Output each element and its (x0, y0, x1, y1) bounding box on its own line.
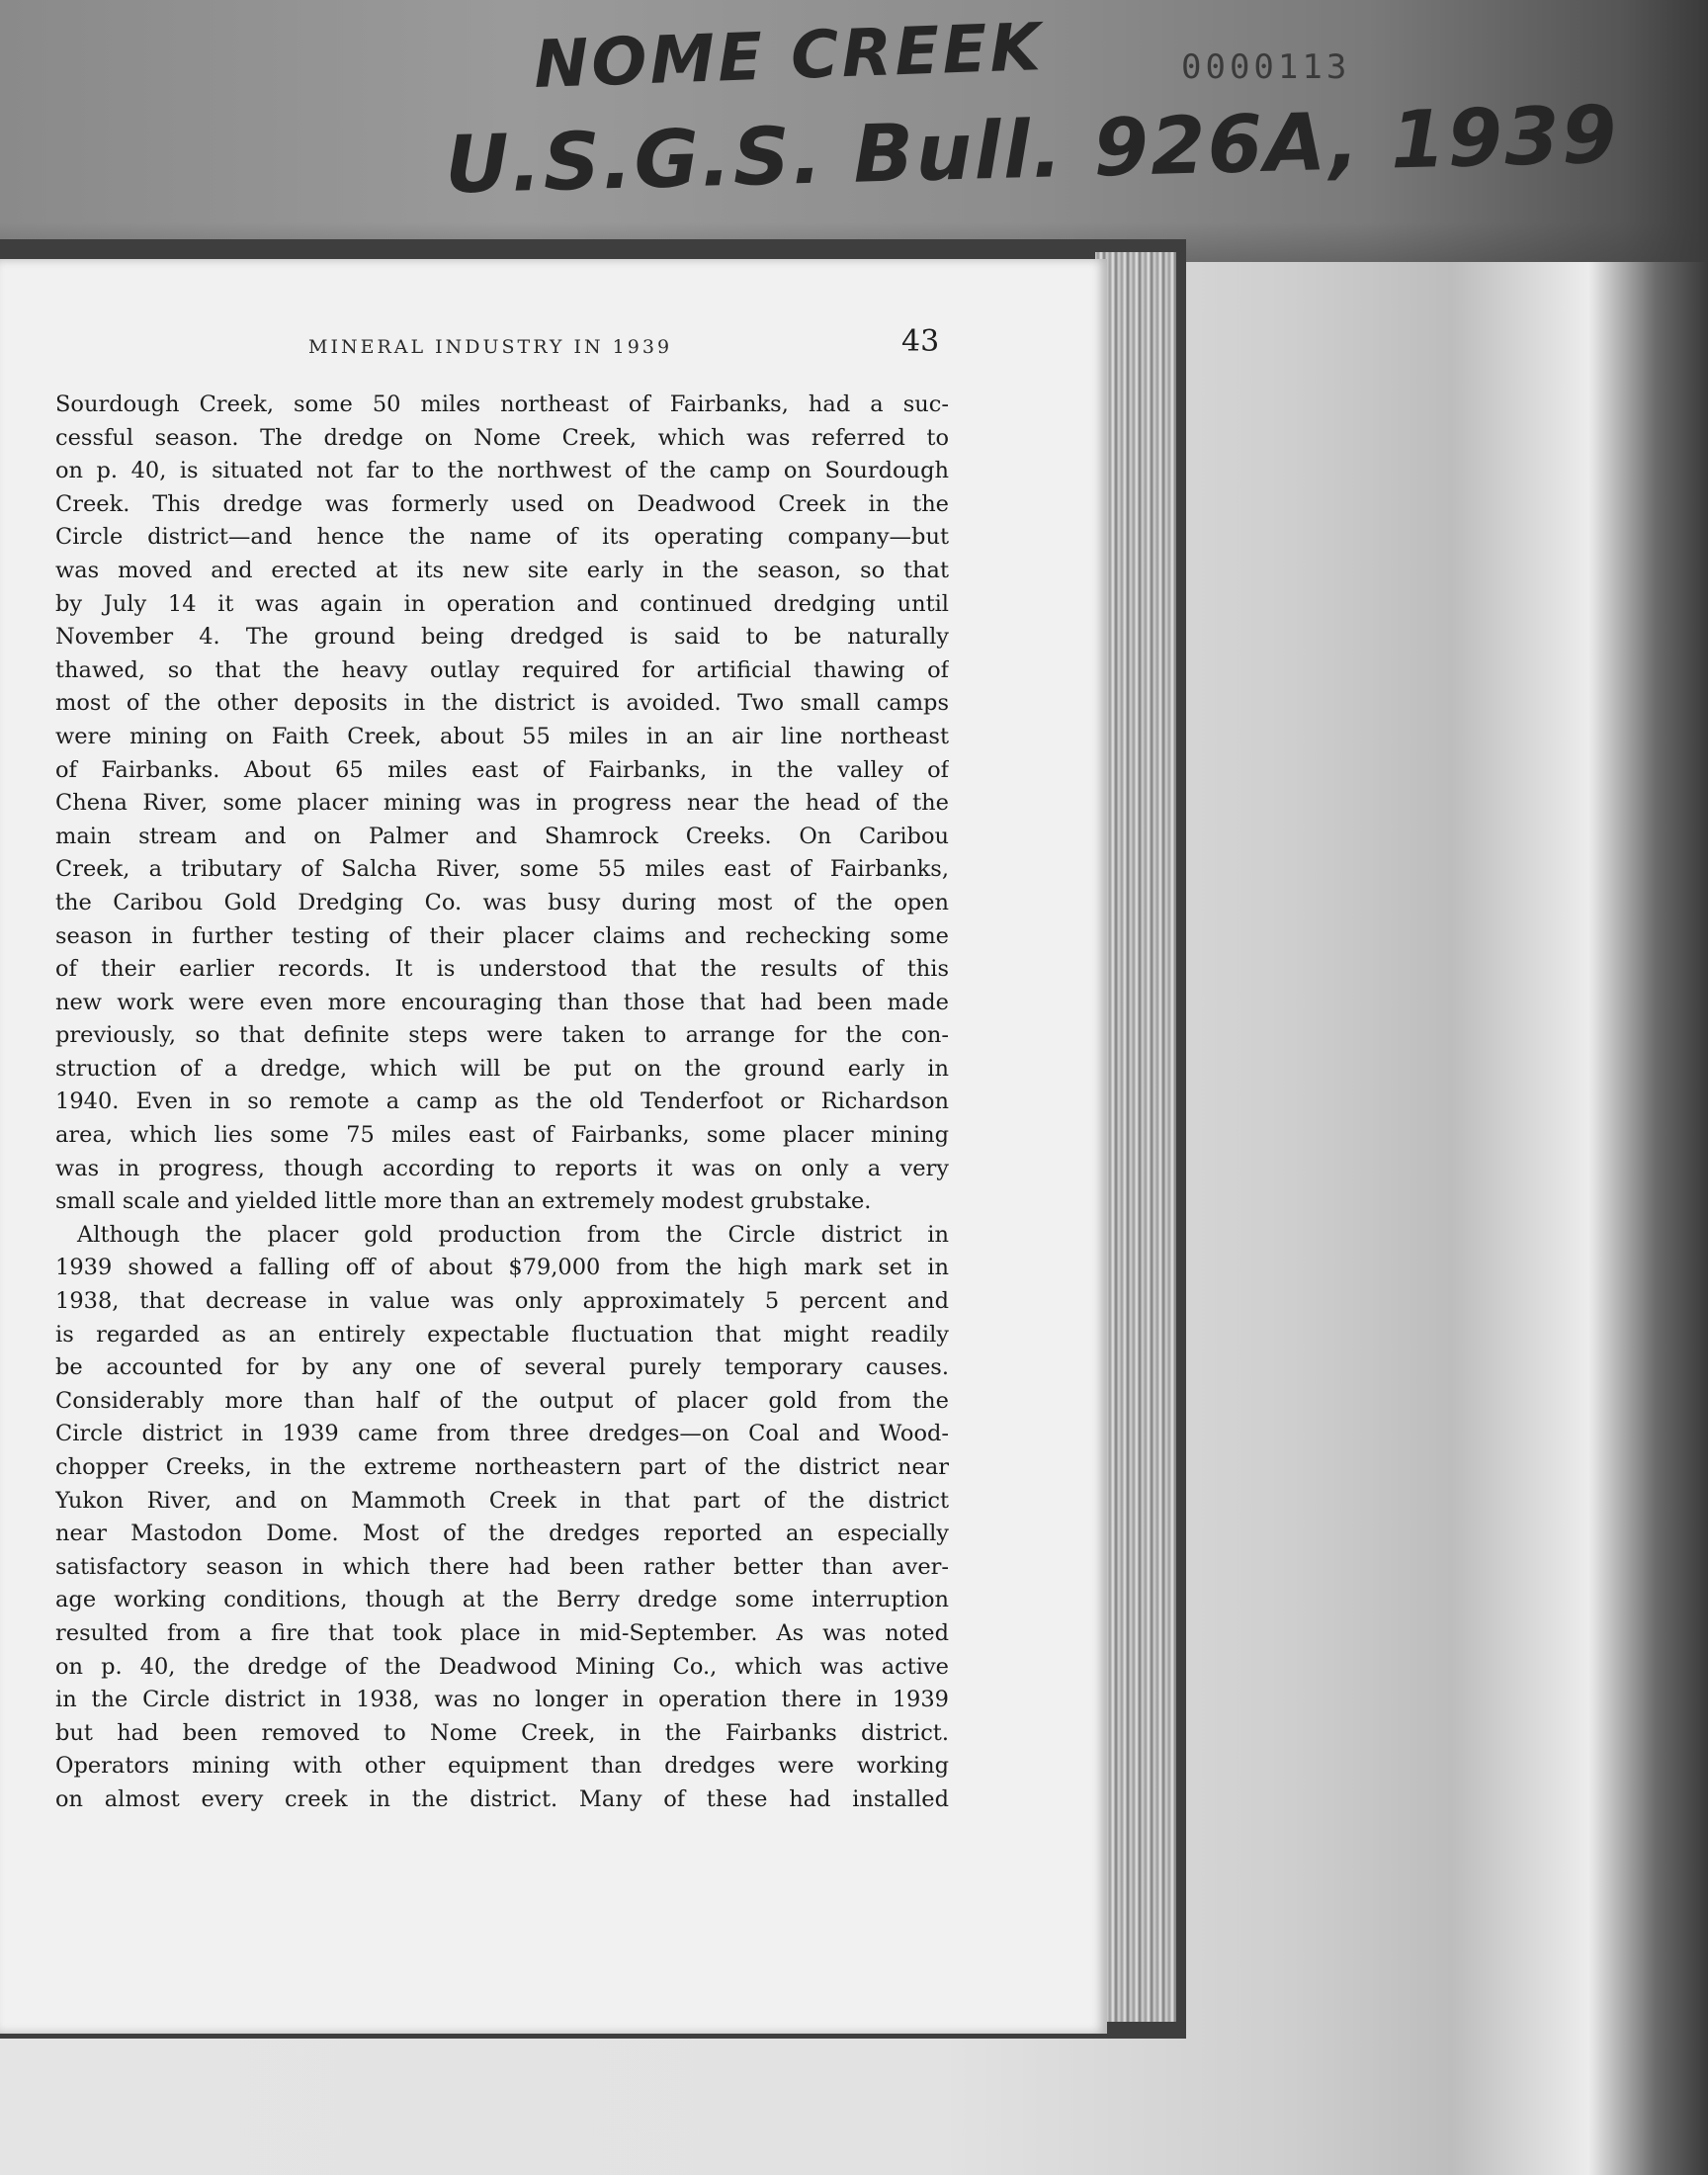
text-line: on p. 40, is situated not far to the northwest of the camp on Sourdough (55, 458, 949, 484)
text-line: struction of a dredge, which will be put on the ground early in (55, 1055, 949, 1082)
text-line: on p. 40, the dredge of the Deadwood Mining Co., which was active (55, 1653, 949, 1680)
text-line: new work were even more encouraging than those that had been made (55, 989, 949, 1015)
text-line: Chena River, some placer mining was in progress near the head of the (55, 790, 949, 817)
text-line: previously, so that definite steps were taken to arrange for the con- (55, 1022, 949, 1049)
text-line: resulted from a fire that took place in mid-September. As was noted (55, 1619, 949, 1646)
handwritten-reference: U.S.G.S. Bull. 926A, 1939 (443, 88, 1620, 212)
paragraph-1 (55, 389, 949, 1219)
text-line: satisfactory season in which there had been rather better than aver- (55, 1553, 949, 1580)
text-line: were mining on Faith Creek, about 55 miles in an air line northeast (55, 723, 949, 749)
text-line: season in further testing of their placer claims and rechecking some (55, 922, 949, 949)
text-line: of Fairbanks. About 65 miles east of Fairbanks, in the valley of (55, 756, 949, 783)
text-line: Although the placer gold production from the Circle district in (77, 1221, 949, 1248)
text-line: main stream and on Palmer and Shamrock Creeks. On Caribou (55, 823, 949, 849)
text-line: is regarded as an entirely expectable fluctuation that might readily (55, 1321, 949, 1348)
text-line: by July 14 it was again in operation and continued dredging until (55, 590, 949, 617)
text-line: 1939 showed a falling off of about $79,000 from the high mark set in (55, 1255, 949, 1281)
paragraph-2 (55, 1219, 949, 1817)
text-line: Creek. This dredge was formerly used on Deadwood Creek in the (55, 490, 949, 517)
text-line: Considerably more than half of the output of placer gold from the (55, 1387, 949, 1414)
text-line: cessful season. The dredge on Nome Creek, which was referred to (55, 424, 949, 451)
text-line: chopper Creeks, in the extreme northeastern part of the district near (55, 1454, 949, 1480)
page-edges (1095, 252, 1176, 2022)
text-line: age working conditions, though at the Berry dredge some interruption (55, 1587, 949, 1613)
text-line: of their earlier records. It is understood that the results of this (55, 956, 949, 983)
text-line: be accounted for by any one of several purely temporary causes. (55, 1354, 949, 1381)
running-head: MINERAL INDUSTRY IN 1939 (308, 336, 673, 358)
text-line: small scale and yielded little more than an extremely modest grubstake. (55, 1188, 872, 1215)
text-line: Operators mining with other equipment than dredges were working (55, 1753, 949, 1780)
text-line: most of the other deposits in the district is avoided. Two small camps (55, 690, 949, 717)
text-line: 1938, that decrease in value was only approximately 5 percent and (55, 1288, 949, 1315)
text-line: Circle district—and hence the name of its operating company—but (55, 524, 949, 551)
handwritten-title: NOME CREEK (532, 9, 1045, 103)
text-line: on almost every creek in the district. Many of these had installed (55, 1785, 949, 1812)
text-line: Sourdough Creek, some 50 miles northeast of Fairbanks, had a suc- (55, 392, 949, 417)
text-line: the Caribou Gold Dredging Co. was busy during most of the open (55, 889, 949, 915)
text-line: Circle district in 1939 came from three dredges—on Coal and Wood- (55, 1421, 949, 1447)
text-line: Creek, a tributary of Salcha River, some 55 miles east of Fairbanks, (55, 856, 949, 883)
text-line: thawed, so that the heavy outlay required for artificial thawing of (55, 656, 949, 683)
text-line: near Mastodon Dome. Most of the dredges reported an especially (55, 1521, 949, 1547)
body-text (55, 389, 949, 1817)
text-line: was moved and erected at its new site early in the season, so that (55, 557, 949, 583)
text-line: Yukon River, and on Mammoth Creek in that part of the district (55, 1487, 949, 1514)
text-line: 1940. Even in so remote a camp as the old Tenderfoot or Richardson (55, 1088, 949, 1115)
text-line: was in progress, though according to reports it was on only a very (55, 1155, 949, 1181)
stamp-number: 0000113 (1181, 47, 1351, 87)
text-line: area, which lies some 75 miles east of Fairbanks, some placer mining (55, 1122, 949, 1149)
text-line: in the Circle district in 1938, was no longer in operation there in 1939 (55, 1687, 949, 1713)
text-line: November 4. The ground being dredged is said to be naturally (55, 624, 949, 651)
page-number: 43 (901, 324, 940, 359)
text-line: but had been removed to Nome Creek, in the Fairbanks district. (55, 1719, 949, 1746)
